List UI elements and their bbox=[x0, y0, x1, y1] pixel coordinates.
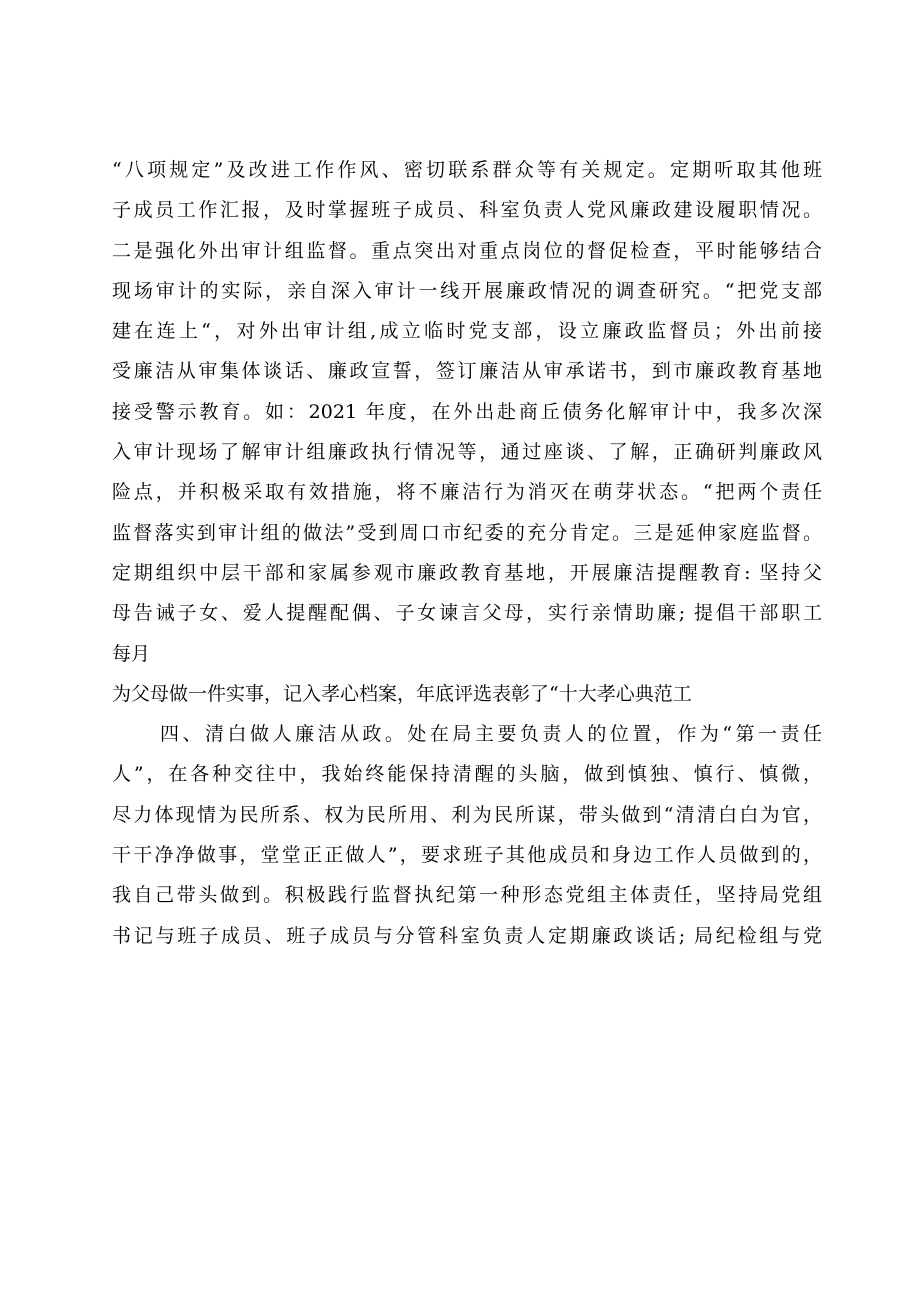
text-line: 尽力体现情为民所系、权为民所用、利为民所谋，带头做到“清清白白为官， bbox=[112, 803, 822, 826]
paragraph-start-line: 四、清白做人廉洁从政。处在局主要负责人的位置，作为“第一责任 bbox=[160, 723, 822, 746]
text-line: 二是强化外出审计组监督。重点突出对重点岗位的督促检查，平时能够结合 bbox=[112, 239, 822, 262]
text-line: 险点，并积极采取有效措施，将不廉洁行为消灭在萌芽状态。“把两个责任 bbox=[112, 481, 822, 504]
text-line: 为父母做一件实事，记入孝心档案，年底评选表彰了“十大孝心典范工 bbox=[112, 682, 692, 705]
text-line: 每月 bbox=[112, 642, 151, 665]
text-line: 定期组织中层干部和家属参观市廉政教育基地，开展廉洁提醒教育: 坚持父 bbox=[112, 561, 822, 584]
text-line: 现场审计的实际，亲自深入审计一线开展廉政情况的调查研究。“把党支部 bbox=[112, 279, 822, 302]
text-line: 受廉洁从审集体谈话、廉政宣誓，签订廉洁从审承诺书，到市廉政教育基地 bbox=[112, 360, 822, 383]
text-line: “八项规定”及改进工作作风、密切联系群众等有关规定。定期听取其他班 bbox=[112, 159, 822, 181]
text-line: 监督落实到审计组的做法”受到周口市纪委的充分肯定。三是延伸家庭监督。 bbox=[112, 521, 822, 544]
text-line: 母告诫子女、爱人提醒配偶、子女谏言父母，实行亲情助廉; 提倡干部职工 bbox=[112, 602, 822, 625]
text-line: 书记与班子成员、班子成员与分管科室负责人定期廉政谈话; 局纪检组与党 bbox=[112, 924, 822, 947]
text-line: 接受警示教育。如：2021 年度，在外出赴商丘债务化解审计中，我多次深 bbox=[112, 400, 822, 423]
text-line: 人”，在各种交往中，我始终能保持清醒的头脑，做到慎独、慎行、慎微， bbox=[112, 763, 822, 786]
text-line: 建在连上“，对外出审计组,成立临时党支部，设立廉政监督员；外出前接 bbox=[112, 320, 822, 343]
text-line: 入审计现场了解审计组廉政执行情况等，通过座谈、了解，正确研判廉政风 bbox=[112, 441, 822, 464]
body-text bbox=[112, 150, 822, 956]
text-line: 干干净净做事，堂堂正正做人”，要求班子其他成员和身边工作人员做到的， bbox=[112, 844, 822, 867]
text-line: 子成员工作汇报，及时掌握班子成员、科室负责人党风廉政建设履职情况。 bbox=[112, 199, 822, 222]
text-line: 我自己带头做到。积极践行监督执纪第一种形态党组主体责任，坚持局党组 bbox=[112, 884, 822, 907]
